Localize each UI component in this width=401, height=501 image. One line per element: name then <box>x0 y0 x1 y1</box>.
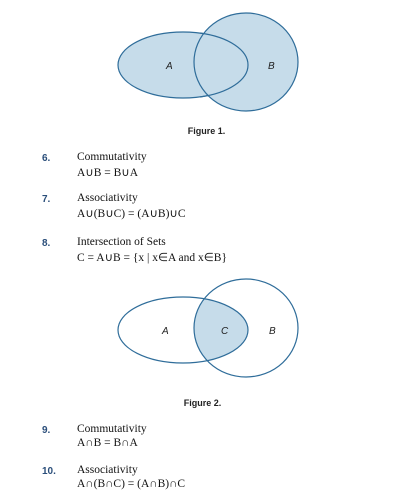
item-number: 8. <box>42 238 51 249</box>
figure-2-caption: Figure 2. <box>183 398 222 408</box>
figure-1 <box>0 8 401 126</box>
item-formula: A∩(B∩C) = (A∩B)∩C <box>77 478 186 490</box>
item-formula: A∪B = B∪A <box>77 167 139 179</box>
item-number: 6. <box>42 153 51 164</box>
venn-union-diagram <box>0 8 401 126</box>
set-a-label: A <box>162 326 169 337</box>
set-b-label: B <box>269 326 276 337</box>
item-title: Associativity <box>77 192 138 204</box>
item-formula: A∪(B∪C) = (A∪B)∪C <box>77 208 186 220</box>
venn-intersection-diagram <box>0 276 401 392</box>
item-number: 10. <box>42 466 56 477</box>
figure-2 <box>0 276 401 392</box>
figure-1-caption: Figure 1. <box>187 126 226 136</box>
item-title: Intersection of Sets <box>77 236 166 248</box>
set-a-label: A <box>166 61 173 72</box>
set-c-label: C <box>221 326 229 337</box>
item-title: Commutativity <box>77 151 147 163</box>
item-number: 9. <box>42 425 51 436</box>
item-formula: A∩B = B∩A <box>77 437 138 449</box>
set-b-ellipse <box>194 13 298 111</box>
set-b-label: B <box>268 61 275 72</box>
item-title: Commutativity <box>77 423 147 435</box>
item-title: Associativity <box>77 464 138 476</box>
item-formula: C = A∪B = {x | x∈A and x∈B} <box>77 252 227 264</box>
item-number: 7. <box>42 194 51 205</box>
